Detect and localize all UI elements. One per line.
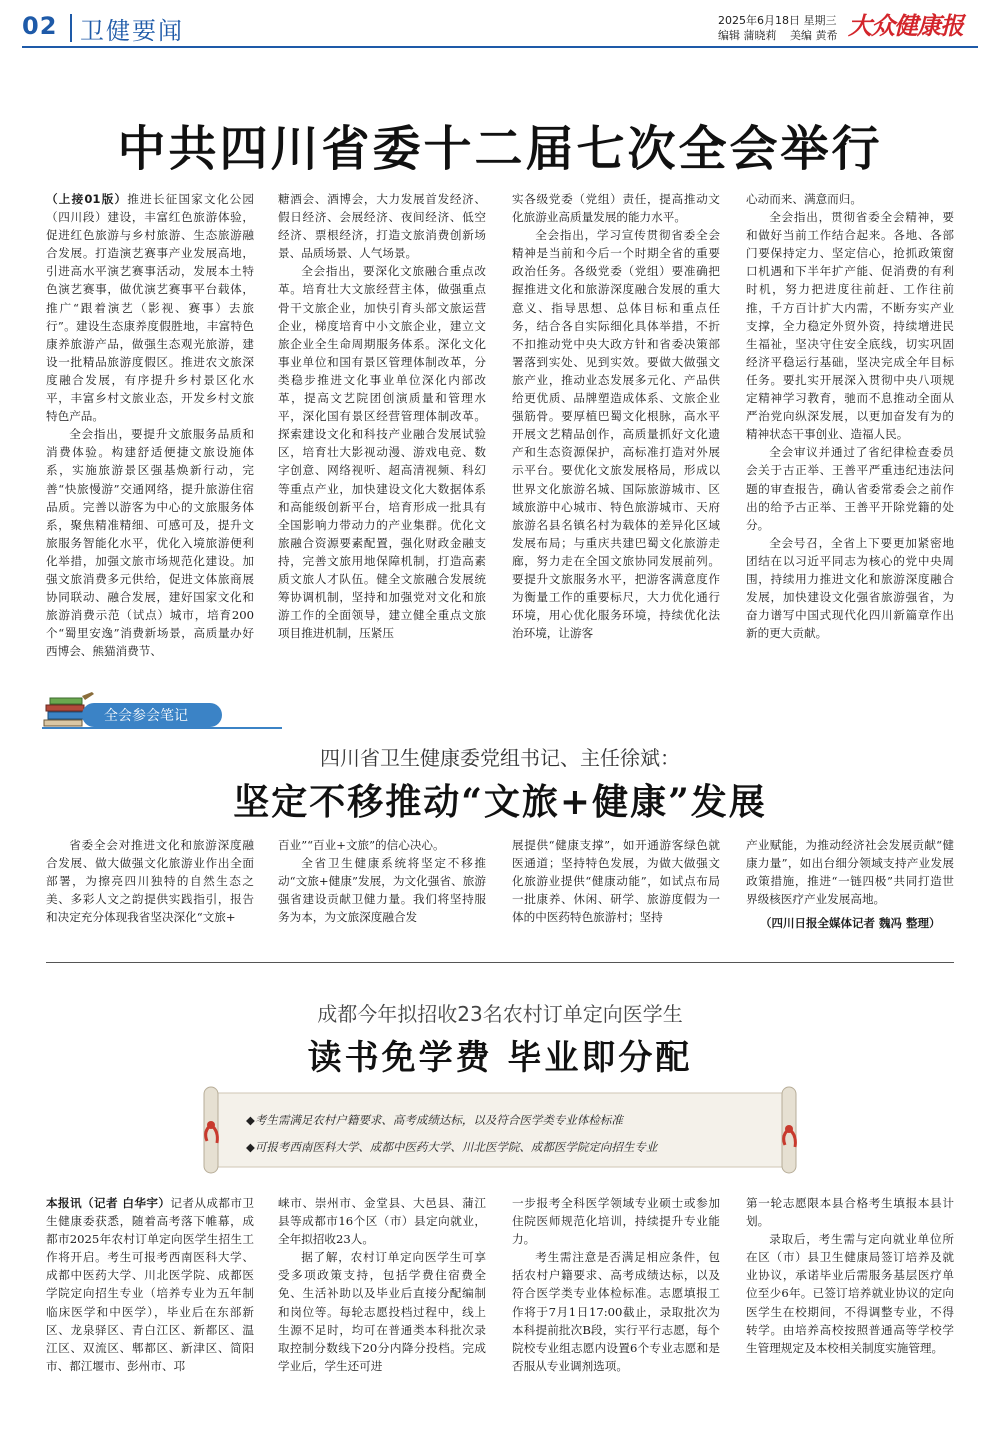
header-rule xyxy=(22,46,978,48)
article3-col3-p2: 考生需注意是否满足相应条件，包括农村户籍要求、高考成绩达标，以及符合医学类专业体检标准。志愿填报工作将于7月1日17:00截止，录取批次为本科提前批次B段，实行平行志愿，每个院校专业组志愿内设置6个专业志愿和是否服从专业调剂选项。 xyxy=(512,1250,720,1373)
article2-kicker: 四川省卫生健康委党组书记、主任徐斌： xyxy=(320,746,680,770)
editor: 编辑 蒲晓莉 xyxy=(718,29,777,42)
scroll-bullet-1: ◆考生需满足农村户籍要求、高考成绩达标，以及符合医学类专业体检标准 xyxy=(246,1113,623,1127)
scroll-bullet-2: ◆可报考西南医科大学、成都中医药大学、川北医学院、成都医学院定向招生专业 xyxy=(246,1140,658,1154)
article1-col4-p2: 全会指出，贯彻省委全会精神，要和做好当前工作结合起来。各地、各部门要保持定力、坚定信心，抢抓政策窗口机遇和下半年扩产能、促消费的有利时机，努力把进度往前赶、工作往前推，千方百计扩大内需，不断夯实产业支撑，全力稳定外贸外资，持续增进民生福祉，坚决守住安全底线，切实巩固经济平稳运行基础，坚决完成全年目标任务。要扎实开展深入贯彻中央八项规定精神学习教育，驰而不息推动全面从严治党向纵深发展，以更加奋发有为的精神状态干事创业、造福人民。 xyxy=(746,210,954,442)
article2-column-4 xyxy=(746,836,954,916)
article2-column-1 xyxy=(46,836,254,925)
article2-column-3 xyxy=(512,836,720,936)
article1-col3-p2: 全会精神是当前和今后一个时期全省的重要政治任务。各级党委（党组）要准确把握推进文化和旅游深度融合发展的重大意义、指导思想、总体目标和重点任务，结合各自实际细化具体举措，不折不扣推动党中央大政方针和省委决策部署落到实处、见到实效。要做大做强文旅产业，推动业态发展多元化、产品供给更优质、品牌塑造成体系、文旅企业强筋骨。要厚植巴蜀文化根脉，高水平开展文艺精品创作，高质量抓好文化遗产和生态资源保护，高标准打造对外展示平台。要优化文旅发展格局，形成以世界文化旅游名城、国际旅游城市、区域旅游中心城市、特色旅游城市、天府旅游名县名镇名村为载体的差异化区域发展布局；与重庆共建巴蜀文化旅游走廊，努力走在全国文旅协同发展前列。要提升文旅服务水平，把游客满意度作为衡量工作的重要标尺，大力优化通行环境，用心优化服务环境，持续优化法治环境，让游客 xyxy=(512,228,720,641)
article1-col4-p3: 全会审议并通过了省纪律检查委员会关于古正举、王善平严重违纪违法问题的审查报告，确认省委常委会之前作出的给予古正举、王善平开除党籍的处分。 xyxy=(746,445,954,532)
article3-col2-p1: 崃市、崇州市、金堂县、大邑县、蒲江县等成都市16个区（市）县定向就业，全年拟招收23人。 xyxy=(278,1196,486,1247)
article1-headline: 中共四川省委十二届七次全会举行 xyxy=(117,121,883,177)
article1-column-1 xyxy=(46,190,254,670)
article1-column-3 xyxy=(512,190,720,670)
article3-kicker: 成都今年拟招收23名农村订单定向医学生 xyxy=(317,1002,683,1026)
article2-col2-p1: 百业”“百业+文旅”的信心决心。 xyxy=(278,838,445,852)
article1-column-2 xyxy=(278,190,486,670)
designer: 美编 黄希 xyxy=(790,29,838,42)
article1-col2-p1: 糖酒会、酒博会，大力发展首发经济、假日经济、会展经济、夜间经济、低空经济、票根经济，打造文旅消费创新场景、品质场景、人气场景。 xyxy=(278,192,486,261)
article1-col1-p2: 全会指出，要提升文旅服务品质和消费体验。构建舒适便捷文旅设施体系，实施旅游景区强基焕新行动，完善“快旅慢游”交通网络，提升旅游住宿品质。完善以游客为中心的文旅服务体系，聚焦精准精细、可感可及，提升文旅服务智能化水平，优化入境旅游便利化举措，加强文旅市场规范化建设。加强文旅消费多元供给，促进文体旅商展协同联动、融合发展，建好国家文化和旅游消费示范（试点）城市，培育200个“蜀里安逸”消费新场景，高质量办好西博会、熊猫消费节、 xyxy=(46,427,254,659)
masthead-logo: 大众健康报 xyxy=(848,11,963,40)
article3-byline: 本报讯（记者 白华宇） xyxy=(46,1196,171,1210)
section-divider xyxy=(46,962,954,963)
editor-line xyxy=(718,27,848,43)
article1-column-4 xyxy=(746,190,954,670)
article1-col4-p4: 全会号召，全省上下要更加紧密地团结在以习近平同志为核心的党中央周围，持续用力推进文化和旅游深度融合发展，加快建设文化强省旅游强省，为奋力谱写中国式现代化四川新篇章作出新的更大贡献。 xyxy=(746,535,954,641)
article3-column-1 xyxy=(46,1194,254,1414)
article1-lead-tag: （上接01版） xyxy=(46,192,128,206)
article2-column-2 xyxy=(278,836,486,936)
article3-col4-p2: 录取后，考生需与定向就业单位所在区（市）县卫生健康局签订培养及就业协议，承诺毕业后需服务基层医疗单位至少6年。已签订培养就业协议的定向医学生在校期间，不得调整专业，不得转学。由培养高校按照普通高等学校学生管理规定及本校相关制度实施管理。 xyxy=(746,1232,954,1355)
article2-col3-p1: 展提供“健康支撑”，如开通游客绿色就医通道；坚持特色发展，为做大做强文化旅游业提供“健康动能”，如试点布局一批康养、休闲、研学、旅游度假为一体的中医药特色旅游村；坚持 xyxy=(512,838,720,925)
article1-col4-p1: 心动而来、满意而归。 xyxy=(746,192,862,206)
article2-credit: （四川日报全媒体记者 魏冯 整理） xyxy=(760,916,941,930)
article2-col4-p1: 产业赋能，为推动经济社会发展贡献“健康力量”，如出台细分领域支持产业发展政策措施，推进“一链四极”共同打造世界级核医疗产业发展高地。 xyxy=(746,838,954,907)
article3-column-3 xyxy=(512,1194,720,1414)
article3-headline: 读书免学费 毕业即分配 xyxy=(307,1038,693,1078)
article2-col1-p1: 省委全会对推进文化和旅游深度融合发展、做大做强文化旅游业作出全面部署，为擦亮四川独特的自然生态之美、多彩人文之韵提供实践指引，报告和决定充分体现我省坚决深化“文旅+ xyxy=(46,838,254,925)
article3-column-2 xyxy=(278,1194,486,1414)
article3-col2-p2: 据了解，农村订单定向医学生可享受多项政策支持，包括学费住宿费全免、生活补助以及毕业后直接分配编制和岗位等。每轮志愿投档过程中，线上生源不足时，均可在普通类本科批次录取控制分数线下20分内降分投档。完成学业后，学生还可进 xyxy=(278,1250,486,1373)
article3-col4-p1: 第一轮志愿限本县合格考生填报本县计划。 xyxy=(746,1196,954,1229)
banner-label: 全会参会笔记 xyxy=(104,708,188,724)
date-line: 2025年6月18日 星期三 xyxy=(718,14,837,27)
page-number: 02 xyxy=(22,12,58,40)
article1-col3-p2-lead: 全会指出，学习宣传贯彻省委 xyxy=(535,228,697,243)
article3-col1-p1: 记者从成都市卫生健康委获悉，随着高考落下帷幕，成都市2025年农村订单定向医学生招生工作将开启。考生可报考西南医科大学、成都中医药大学、川北医学院、成都医学院定向招生专业（培养专业为五年制临床医学和中医学），毕业后在东部新区、龙泉驿区、青白江区、新都区、温江区、双流区、郫都区、新津区、简阳市、都江堰市、彭州市、邛 xyxy=(46,1196,254,1373)
article3-column-4 xyxy=(746,1194,954,1414)
article2-headline: 坚定不移推动“文旅+健康”发展 xyxy=(233,781,767,823)
section-title: 卫健要闻 xyxy=(80,17,184,45)
article1-col2-p2: 全会指出，要深化文旅融合重点改革。培育壮大文旅经营主体，做强重点骨干文旅企业，加快引育头部文旅运营企业，梯度培育中小文旅企业，建立文旅企业全生命周期服务体系。深化文化事业单位和国有景区管理体制改革，分类稳步推进文化事业单位深化内部改革，提高文艺院团创演质量和管理水平，深化国有景区经营管理体制改革。探索建设文化和科技产业融合发展试验区，培育壮大影视动漫、游戏电竞、数字创意、网络视听、超高清视频、科幻等重点产业，加快建设文化大数据体系和高能级创新平台，培育形成一批具有全国影响力带动力的产业集群。优化文旅融合资源要素配置，强化财政金融支持，完善文旅用地保障机制，打造高素质文旅人才队伍。健全文旅融合发展统筹协调机制，坚持和加强党对文化和旅游工作的全面领导，建立健全重点文旅项目推进机制，压紧压 xyxy=(278,264,486,641)
article3-col3-p1: 一步报考全科医学领域专业硕士或参加住院医师规范化培训，持续提升专业能力。 xyxy=(512,1196,720,1247)
article2-col2-p2: 全省卫生健康系统将坚定不移推动“文旅+健康”发展，为文化强省、旅游强省建设贡献卫健力量。我们将坚持服务为本，为文旅深度融合发 xyxy=(278,856,486,925)
article1-col1-p1: 推进长征国家文化公园（四川段）建设，丰富红色旅游体验，促进红色旅游与乡村旅游、生态旅游融合发展。打造演艺赛事产业发展高地，引进高水平演艺赛事活动，发展本土特色演艺赛事，做优演艺赛事平台载体，推广“跟着演艺（影视、赛事）去旅行”。建设生态康养度假胜地，丰富特色康养旅游产品，做强生态观光旅游，建设一批精品旅游度假区。推进农文旅深度融合发展，有序提升乡村景区化水平，丰富乡村文旅业态，开发乡村文旅特色产品。 xyxy=(46,192,254,424)
scroll-graphic xyxy=(200,1085,800,1175)
header-separator xyxy=(70,14,72,42)
article1-col3-p1: 实各级党委（党组）责任，提高推动文化旅游业高质量发展的能力水平。 xyxy=(512,192,720,225)
